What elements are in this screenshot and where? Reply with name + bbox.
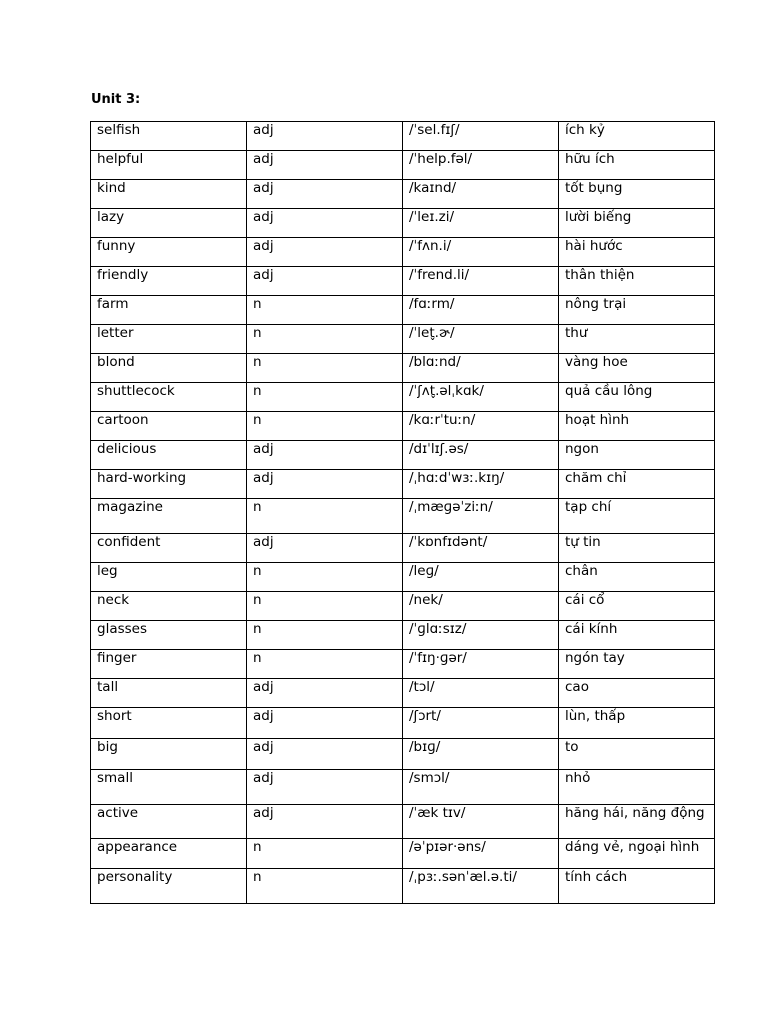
- part-of-speech: n: [253, 499, 262, 515]
- vietnamese-meaning: vàng hoe: [565, 354, 628, 370]
- part-of-speech: adj: [253, 534, 274, 550]
- pronunciation: /ˈkɒnfɪdənt/: [409, 534, 488, 550]
- pronunciation-cell: [403, 805, 559, 839]
- vocab-word: magazine: [97, 499, 163, 515]
- table-row: [91, 209, 715, 238]
- vocabulary-table-body: [91, 122, 715, 904]
- table-row: [91, 770, 715, 805]
- vietnamese-meaning-cell: [559, 839, 715, 869]
- vietnamese-meaning-cell: [559, 412, 715, 441]
- vietnamese-meaning-cell: [559, 621, 715, 650]
- pronunciation: /leɡ/: [409, 563, 439, 579]
- vietnamese-meaning-cell: [559, 180, 715, 209]
- pronunciation-cell: [403, 650, 559, 679]
- part-of-speech-cell: [247, 470, 403, 499]
- vietnamese-meaning: thư: [565, 325, 588, 341]
- pronunciation: /əˈpɪər·əns/: [409, 839, 486, 855]
- part-of-speech: adj: [253, 739, 274, 755]
- part-of-speech-cell: [247, 296, 403, 325]
- part-of-speech-cell: [247, 839, 403, 869]
- pronunciation-cell: [403, 325, 559, 354]
- vietnamese-meaning: nông trại: [565, 296, 627, 312]
- pronunciation: /ˈɡlɑːsɪz/: [409, 621, 467, 637]
- pronunciation: /ˈhelp.fəl/: [409, 151, 473, 167]
- part-of-speech-cell: [247, 383, 403, 412]
- pronunciation-cell: [403, 180, 559, 209]
- vietnamese-meaning: ích kỷ: [565, 122, 605, 138]
- vietnamese-meaning: hài hước: [565, 238, 623, 254]
- vocab-word-cell: [91, 412, 247, 441]
- vocab-word: blond: [97, 354, 135, 370]
- part-of-speech: n: [253, 563, 262, 579]
- pronunciation: /ʃɔrt/: [409, 708, 441, 724]
- vocab-word: personality: [97, 869, 173, 885]
- vietnamese-meaning: hoạt hình: [565, 412, 630, 428]
- part-of-speech-cell: [247, 739, 403, 770]
- vietnamese-meaning-cell: [559, 563, 715, 592]
- vocab-word-cell: [91, 805, 247, 839]
- part-of-speech: n: [253, 592, 262, 608]
- vocab-word: leg: [97, 563, 118, 579]
- part-of-speech-cell: [247, 412, 403, 441]
- part-of-speech: n: [253, 325, 262, 341]
- vocab-word-cell: [91, 563, 247, 592]
- part-of-speech: adj: [253, 209, 274, 225]
- part-of-speech-cell: [247, 679, 403, 708]
- vietnamese-meaning: chân: [565, 563, 598, 579]
- vietnamese-meaning: lười biếng: [565, 209, 632, 225]
- pronunciation-cell: [403, 679, 559, 708]
- vietnamese-meaning-cell: [559, 151, 715, 180]
- part-of-speech-cell: [247, 122, 403, 151]
- table-row: [91, 296, 715, 325]
- table-row: [91, 180, 715, 209]
- part-of-speech: adj: [253, 267, 274, 283]
- vietnamese-meaning-cell: [559, 470, 715, 499]
- vocab-word: small: [97, 770, 133, 786]
- vocab-word-cell: [91, 592, 247, 621]
- pronunciation-cell: [403, 441, 559, 470]
- pronunciation-cell: [403, 151, 559, 180]
- part-of-speech: adj: [253, 805, 274, 821]
- vietnamese-meaning-cell: [559, 122, 715, 151]
- vocab-word-cell: [91, 839, 247, 869]
- table-row: [91, 839, 715, 869]
- part-of-speech: adj: [253, 708, 274, 724]
- vietnamese-meaning-cell: [559, 296, 715, 325]
- part-of-speech: adj: [253, 151, 274, 167]
- part-of-speech-cell: [247, 325, 403, 354]
- pronunciation: /fɑːrm/: [409, 296, 455, 312]
- part-of-speech-cell: [247, 708, 403, 739]
- vocab-word: helpful: [97, 151, 144, 167]
- vocab-word: kind: [97, 180, 126, 196]
- table-row: [91, 708, 715, 739]
- table-row: [91, 592, 715, 621]
- pronunciation-cell: [403, 412, 559, 441]
- vietnamese-meaning: tính cách: [565, 869, 628, 885]
- vocab-word-cell: [91, 180, 247, 209]
- vocab-word: cartoon: [97, 412, 149, 428]
- table-row: [91, 805, 715, 839]
- pronunciation-cell: [403, 739, 559, 770]
- vietnamese-meaning-cell: [559, 325, 715, 354]
- pronunciation: /ˈʃʌt̬.əlˌkɑk/: [409, 383, 484, 399]
- table-row: [91, 238, 715, 267]
- part-of-speech-cell: [247, 592, 403, 621]
- part-of-speech: adj: [253, 238, 274, 254]
- pronunciation-cell: [403, 296, 559, 325]
- pronunciation-cell: [403, 238, 559, 267]
- vietnamese-meaning: nhỏ: [565, 770, 591, 786]
- part-of-speech: n: [253, 354, 262, 370]
- pronunciation-cell: [403, 499, 559, 534]
- part-of-speech: adj: [253, 470, 274, 486]
- pronunciation-cell: [403, 354, 559, 383]
- pronunciation: /smɔl/: [409, 770, 450, 786]
- vietnamese-meaning-cell: [559, 770, 715, 805]
- vocab-word-cell: [91, 679, 247, 708]
- table-row: [91, 679, 715, 708]
- vocab-word-cell: [91, 770, 247, 805]
- pronunciation: /ˈfɪŋ·ɡər/: [409, 650, 467, 666]
- table-row: [91, 499, 715, 534]
- table-row: [91, 151, 715, 180]
- vocab-word-cell: [91, 122, 247, 151]
- pronunciation: /blɑːnd/: [409, 354, 461, 370]
- pronunciation: /kɑːrˈtuːn/: [409, 412, 476, 428]
- vocab-word-cell: [91, 739, 247, 770]
- pronunciation: /tɔl/: [409, 679, 435, 695]
- part-of-speech: n: [253, 412, 262, 428]
- vietnamese-meaning: hăng hái, năng động: [565, 805, 705, 821]
- table-row: [91, 383, 715, 412]
- vietnamese-meaning: tạp chí: [565, 499, 612, 515]
- table-row: [91, 122, 715, 151]
- part-of-speech-cell: [247, 180, 403, 209]
- vietnamese-meaning: tốt bụng: [565, 180, 623, 196]
- vocab-word: friendly: [97, 267, 149, 283]
- pronunciation-cell: [403, 869, 559, 904]
- vietnamese-meaning: cái cổ: [565, 592, 605, 608]
- vocab-word: shuttlecock: [97, 383, 175, 399]
- vocab-word: neck: [97, 592, 130, 608]
- vocab-word: confident: [97, 534, 161, 550]
- vocab-word: farm: [97, 296, 129, 312]
- vietnamese-meaning-cell: [559, 650, 715, 679]
- part-of-speech-cell: [247, 267, 403, 296]
- pronunciation: /ˌhɑːdˈwɜː.kɪŋ/: [409, 470, 505, 486]
- vocab-word-cell: [91, 296, 247, 325]
- part-of-speech: adj: [253, 122, 274, 138]
- part-of-speech-cell: [247, 650, 403, 679]
- pronunciation-cell: [403, 209, 559, 238]
- part-of-speech: n: [253, 839, 262, 855]
- page-title: Unit 3:: [91, 92, 141, 107]
- pronunciation: /ˌmæɡəˈziːn/: [409, 499, 493, 515]
- pronunciation-cell: [403, 708, 559, 739]
- part-of-speech-cell: [247, 563, 403, 592]
- vietnamese-meaning-cell: [559, 383, 715, 412]
- part-of-speech: adj: [253, 679, 274, 695]
- vietnamese-meaning-cell: [559, 441, 715, 470]
- pronunciation: /ˈlet̬.ɚ/: [409, 325, 455, 341]
- vietnamese-meaning-cell: [559, 679, 715, 708]
- pronunciation-cell: [403, 563, 559, 592]
- vocab-word: appearance: [97, 839, 178, 855]
- pronunciation-cell: [403, 122, 559, 151]
- vietnamese-meaning-cell: [559, 209, 715, 238]
- vocab-word: letter: [97, 325, 134, 341]
- table-row: [91, 441, 715, 470]
- part-of-speech-cell: [247, 770, 403, 805]
- table-row: [91, 412, 715, 441]
- table-row: [91, 650, 715, 679]
- part-of-speech-cell: [247, 869, 403, 904]
- pronunciation: /ˈfʌn.i/: [409, 238, 452, 254]
- pronunciation-cell: [403, 621, 559, 650]
- vocab-word-cell: [91, 650, 247, 679]
- vocab-word-cell: [91, 441, 247, 470]
- vietnamese-meaning: ngón tay: [565, 650, 625, 666]
- part-of-speech: adj: [253, 770, 274, 786]
- vocab-word: delicious: [97, 441, 157, 457]
- vocab-word-cell: [91, 151, 247, 180]
- vietnamese-meaning: quả cầu lông: [565, 383, 653, 399]
- vocab-word: glasses: [97, 621, 147, 637]
- vietnamese-meaning-cell: [559, 869, 715, 904]
- vietnamese-meaning: chăm chỉ: [565, 470, 627, 486]
- pronunciation: /ˈfrend.li/: [409, 267, 470, 283]
- vietnamese-meaning-cell: [559, 238, 715, 267]
- vocab-word-cell: [91, 383, 247, 412]
- pronunciation: /ˌpɜː.sənˈæl.ə.ti/: [409, 869, 517, 885]
- vocab-word-cell: [91, 354, 247, 383]
- vocab-word-cell: [91, 325, 247, 354]
- pronunciation: /kaɪnd/: [409, 180, 457, 196]
- vietnamese-meaning: tự tin: [565, 534, 601, 550]
- pronunciation-cell: [403, 267, 559, 296]
- vocab-word-cell: [91, 534, 247, 563]
- vocab-word-cell: [91, 209, 247, 238]
- part-of-speech: n: [253, 296, 262, 312]
- vocab-word: selfish: [97, 122, 141, 138]
- pronunciation: /dɪˈlɪʃ.əs/: [409, 441, 469, 457]
- vocab-word: tall: [97, 679, 119, 695]
- vietnamese-meaning: lùn, thấp: [565, 708, 626, 724]
- vocab-word: funny: [97, 238, 136, 254]
- part-of-speech-cell: [247, 534, 403, 563]
- part-of-speech-cell: [247, 621, 403, 650]
- vietnamese-meaning-cell: [559, 354, 715, 383]
- part-of-speech: adj: [253, 180, 274, 196]
- pronunciation: /bɪɡ/: [409, 739, 441, 755]
- vietnamese-meaning: ngon: [565, 441, 599, 457]
- table-row: [91, 739, 715, 770]
- part-of-speech-cell: [247, 354, 403, 383]
- vocab-word-cell: [91, 499, 247, 534]
- vietnamese-meaning-cell: [559, 708, 715, 739]
- table-row: [91, 869, 715, 904]
- pronunciation-cell: [403, 770, 559, 805]
- vocab-word-cell: [91, 621, 247, 650]
- part-of-speech: n: [253, 383, 262, 399]
- vocab-word-cell: [91, 708, 247, 739]
- pronunciation-cell: [403, 534, 559, 563]
- part-of-speech: n: [253, 621, 262, 637]
- vietnamese-meaning-cell: [559, 805, 715, 839]
- pronunciation-cell: [403, 592, 559, 621]
- table-row: [91, 563, 715, 592]
- vocab-word: finger: [97, 650, 137, 666]
- vietnamese-meaning: cao: [565, 679, 589, 695]
- vietnamese-meaning-cell: [559, 534, 715, 563]
- part-of-speech: n: [253, 650, 262, 666]
- vocab-word: short: [97, 708, 132, 724]
- vietnamese-meaning: to: [565, 739, 579, 755]
- vocab-word: hard-working: [97, 470, 187, 486]
- part-of-speech-cell: [247, 499, 403, 534]
- pronunciation-cell: [403, 470, 559, 499]
- vietnamese-meaning-cell: [559, 499, 715, 534]
- vocab-word-cell: [91, 238, 247, 267]
- vocab-word: lazy: [97, 209, 125, 225]
- part-of-speech-cell: [247, 805, 403, 839]
- pronunciation-cell: [403, 839, 559, 869]
- table-row: [91, 354, 715, 383]
- vietnamese-meaning: thân thiện: [565, 267, 635, 283]
- vocab-word-cell: [91, 267, 247, 296]
- vocabulary-table: [90, 121, 715, 904]
- vocab-word: active: [97, 805, 139, 821]
- table-row: [91, 621, 715, 650]
- part-of-speech: adj: [253, 441, 274, 457]
- vietnamese-meaning: cái kính: [565, 621, 618, 637]
- pronunciation: /ˈsel.fɪʃ/: [409, 122, 460, 138]
- vietnamese-meaning-cell: [559, 739, 715, 770]
- part-of-speech-cell: [247, 209, 403, 238]
- table-row: [91, 470, 715, 499]
- vietnamese-meaning-cell: [559, 267, 715, 296]
- table-row: [91, 325, 715, 354]
- vocab-word: big: [97, 739, 118, 755]
- part-of-speech: n: [253, 869, 262, 885]
- pronunciation-cell: [403, 383, 559, 412]
- vietnamese-meaning: hữu ích: [565, 151, 615, 167]
- pronunciation: /ˈæk tɪv/: [409, 805, 466, 821]
- pronunciation: /ˈleɪ.zi/: [409, 209, 455, 225]
- part-of-speech-cell: [247, 238, 403, 267]
- vietnamese-meaning: dáng vẻ, ngoại hình: [565, 839, 700, 855]
- vocab-word-cell: [91, 869, 247, 904]
- vocab-word-cell: [91, 470, 247, 499]
- pronunciation: /nek/: [409, 592, 443, 608]
- part-of-speech-cell: [247, 441, 403, 470]
- table-row: [91, 267, 715, 296]
- vietnamese-meaning-cell: [559, 592, 715, 621]
- table-row: [91, 534, 715, 563]
- part-of-speech-cell: [247, 151, 403, 180]
